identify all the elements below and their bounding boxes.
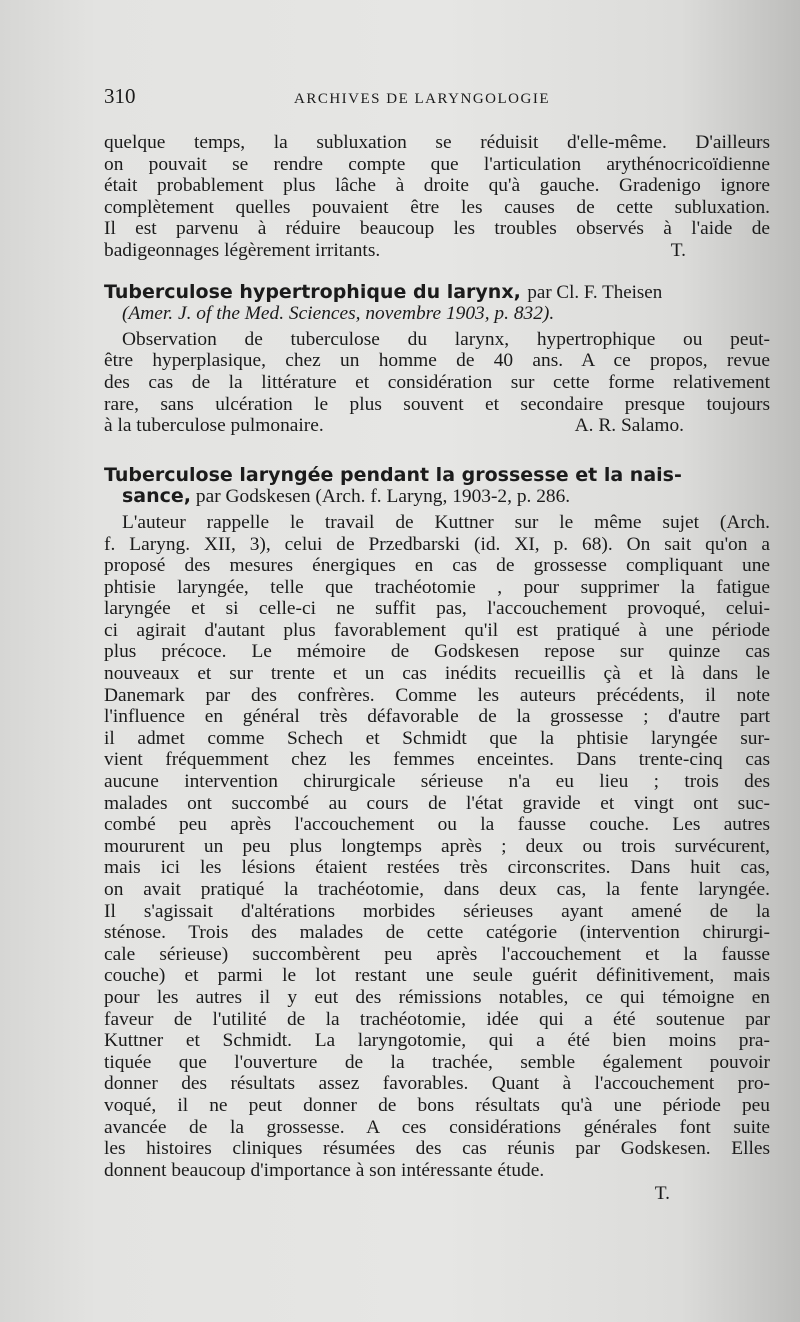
text-line: Il s'agissait d'altérations morbides sérieuses ayant amené de la xyxy=(104,900,770,922)
article3-title-line1: Tuberculose laryngée pendant la grossesse et la nais- xyxy=(104,463,682,486)
text-line: badigeonnages légèrement irritants. xyxy=(104,239,381,261)
text-line: voqué, il ne peut donner de bons résultats qu'à une période peu xyxy=(104,1094,770,1116)
running-head: ARCHIVES DE LARYNGOLOGIE xyxy=(294,91,550,107)
article2-signature: A. R. Salamo. xyxy=(574,415,684,437)
text-line: complètement quelles pouvaient être les causes de cette subluxation. xyxy=(104,196,770,218)
article3-signature: T. xyxy=(654,1183,670,1205)
article3-title-line2-row xyxy=(104,486,770,508)
text-line: à la tuberculose pulmonaire. xyxy=(104,415,324,437)
text-line: quelque temps, la subluxation se réduisit d'elle-même. D'ailleurs xyxy=(104,132,770,153)
text-line: être hyperplasique, chez un homme de 40 ans. A ce propos, revue xyxy=(104,350,770,372)
text-line: était probablement plus lâche à droite qu'à gauche. Gradenigo ignore xyxy=(104,175,770,197)
text-line: vient fréquemment chez les femmes enceintes. Dans trente-cinq cas xyxy=(104,749,770,771)
text-line: nouveaux et sur trente et un cas inédits recueillis çà et là dans le xyxy=(104,663,770,685)
text-line: des cas de la littérature et considération sur cette forme relativement xyxy=(104,371,770,393)
text-line: L'auteur rappelle le travail de Kuttner sur le même sujet (Arch. xyxy=(122,511,770,533)
page-number: 310 xyxy=(104,84,136,108)
article2-title: Tuberculose hypertrophique du larynx, xyxy=(104,280,521,303)
article2-author: par Cl. F. Theisen xyxy=(527,281,663,303)
text-line: aucune intervention chirurgicale sérieuse n'a eu lieu ; trois des xyxy=(104,771,770,793)
text-line: donnent beaucoup d'importance à son intéressante étude. xyxy=(104,1159,545,1181)
article3-body xyxy=(104,512,770,1181)
text-line: Il est parvenu à réduire beaucoup les troubles observés à l'aide de xyxy=(104,218,770,240)
text-line: pour les autres il y eut des rémissions notables, ce qui témoigne en xyxy=(104,986,770,1008)
text-line: donner des résultats assez favorables. Quant à l'accouchement pro- xyxy=(104,1073,770,1095)
text-line: cale sérieuse) succombèrent peu après l'accouchement et la fausse xyxy=(104,943,770,965)
text-line: f. Laryng. XII, 3), celui de Przedbarski (id. XI, p. 68). On sait qu'on a xyxy=(104,533,770,555)
text-line: proposé des mesures énergiques en cas de grossesse compliquant une xyxy=(104,555,770,577)
text-line: sténose. Trois des malades de cette catégorie (intervention chirurgi- xyxy=(104,922,770,944)
text-line: avancée de la grossesse. A ces considérations générales font suite xyxy=(104,1116,770,1138)
text-line: moururent un peu plus longtemps après ; deux ou trois survécurent, xyxy=(104,835,770,857)
text-line: couche) et parmi le lot restant une seule guérit définitivement, mais xyxy=(104,965,770,987)
text-line: laryngée et si celle-ci ne suffit pas, l'accouchement provoqué, celui- xyxy=(104,598,770,620)
article3-source: par Godskesen (Arch. f. Laryng, 1903-2, p. 286. xyxy=(195,486,571,508)
text-line: on avait pratiqué la trachéotomie, dans deux cas, la fente laryngée. xyxy=(104,879,770,900)
text-line: rare, sans ulcération le plus souvent et secondaire presque toujours xyxy=(104,393,770,415)
text-line: on pouvait se rendre compte que l'articulation arythénocricoïdienne xyxy=(104,153,770,175)
text-line: tiquée que l'ouverture de la trachée, semble également pouvoir xyxy=(104,1051,770,1073)
page-header xyxy=(104,84,770,116)
text-line: malades ont succombé au cours de l'état gravide et vingt ont suc- xyxy=(104,792,770,814)
text-line: ci agirait d'autant plus favorablement qu'il est pratiqué à une période xyxy=(104,619,770,641)
text-line: Danemark par des confrères. Comme les auteurs précédents, il note xyxy=(104,684,770,706)
article2-source: (Amer. J. of the Med. Sciences, novembre 1903, p. 832). xyxy=(122,303,555,325)
article2-title-line xyxy=(104,282,770,304)
article3-title-line2: sance, xyxy=(122,485,192,508)
text-line: phtisie laryngée, telle que trachéotomie , pour supprimer la fatigue xyxy=(104,576,770,598)
text-line: les histoires cliniques résumées des cas réunis par Godskesen. Elles xyxy=(104,1138,770,1160)
text-line: Observation de tuberculose du larynx, hypertrophique ou peut- xyxy=(122,328,770,350)
text-line: il admet comme Schech et Schmidt que la phtisie laryngée sur- xyxy=(104,727,770,749)
section1-signature: T. xyxy=(670,239,686,261)
page-body xyxy=(104,132,770,1205)
text-line: plus précoce. Le mémoire de Godskesen repose sur quinze cas xyxy=(104,641,770,663)
text-line: mais ici les lésions étaient restées très circonscrites. Dans huit cas, xyxy=(104,857,770,879)
text-line: combé peu après l'accouchement ou la fausse couche. Les autres xyxy=(104,814,770,836)
text-line: faveur de l'utilité de la trachéotomie, idée qui a été soutenue par xyxy=(104,1008,770,1030)
text-line: Kuttner et Schmidt. La laryngotomie, qui a été bien moins pra- xyxy=(104,1030,770,1052)
text-line: l'influence en général très défavorable de la grossesse ; d'autre part xyxy=(104,706,770,728)
